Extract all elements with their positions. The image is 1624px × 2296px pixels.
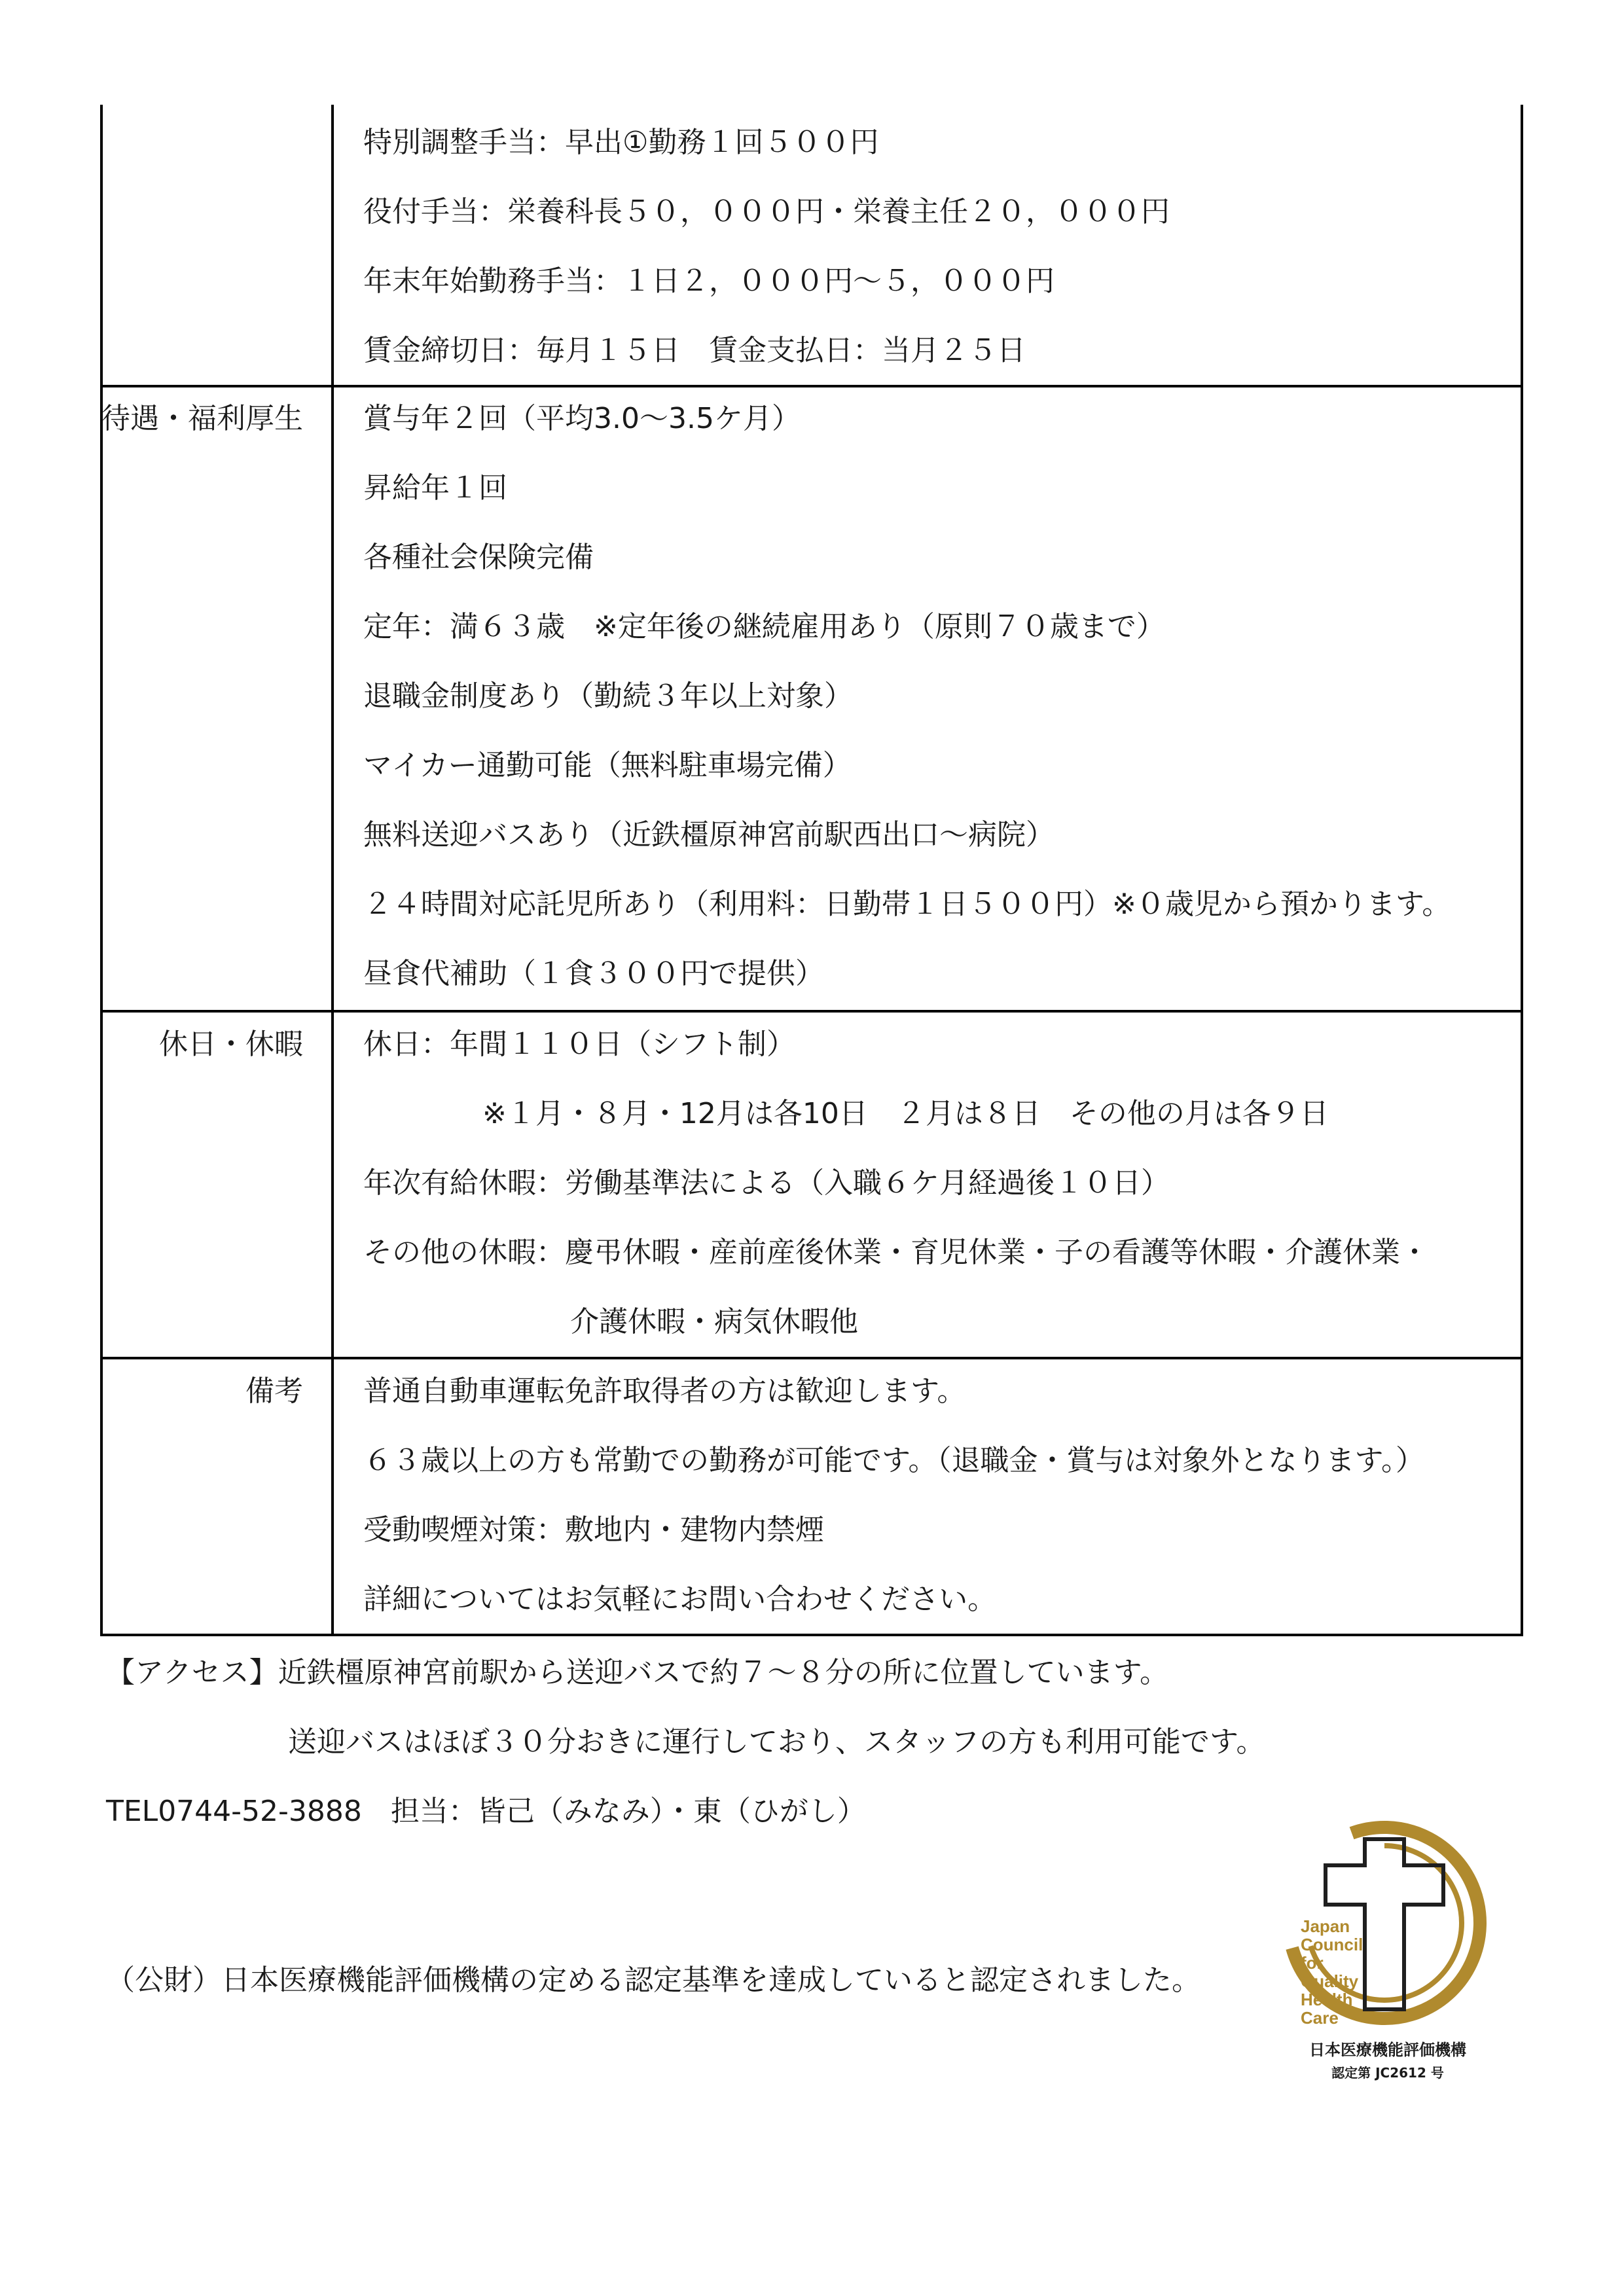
logo-text: Care — [1301, 2008, 1339, 2028]
logo-text: for — [1301, 1953, 1324, 1973]
holiday-line: 介護休暇・病気休暇他 — [570, 1305, 858, 1338]
wage-line: 特別調整手当：早出①勤務１回５００円 — [363, 126, 879, 159]
wage-line: 役付手当：栄養科長５０，０００円・栄養主任２０，０００円 — [363, 195, 1170, 228]
benefit-line: 退職金制度あり（勤続３年以上対象） — [363, 679, 853, 713]
benefit-line: 賞与年２回（平均3.0～3.5ケ月） — [363, 402, 801, 435]
benefit-line: 各種社会保険完備 — [363, 541, 594, 574]
logo-text: Council — [1301, 1935, 1363, 1954]
logo-org-name: 日本医療機能評価機構 — [1309, 2041, 1466, 2059]
benefit-line: マイカー通勤可能（無料駐車場完備） — [363, 749, 852, 782]
remarks-label: 備考 — [245, 1374, 303, 1408]
benefit-line: 昇給年１回 — [363, 471, 507, 505]
benefits-label: 待遇・福利厚生 — [101, 402, 303, 435]
benefit-line: 昼食代補助（１食３００円で提供） — [363, 957, 824, 990]
logo-cert-number: 認定第 JC2612 号 — [1331, 2065, 1444, 2081]
holidays-label: 休日・休暇 — [159, 1028, 303, 1061]
access-line: 【アクセス】近鉄橿原神宮前駅から送迎バスで約７～８分の所に位置しています。 — [106, 1656, 1169, 1689]
wage-line: 賃金締切日：毎月１５日 賃金支払日：当月２５日 — [363, 334, 1026, 367]
remark-line: 普通自動車運転免許取得者の方は歓迎します。 — [363, 1374, 966, 1408]
remark-line: 受動喫煙対策：敷地内・建物内禁煙 — [363, 1513, 824, 1547]
holiday-line: ※１月・８月・12月は各10日 ２月は８日 その他の月は各９日 — [482, 1097, 1329, 1130]
job-details-table — [100, 105, 1523, 1636]
row-divider — [103, 385, 1521, 387]
contact-line: TEL0744-52-3888 担当：皆己（みなみ）・東（ひがし） — [106, 1795, 866, 1828]
logo-text: Quality — [1301, 1971, 1359, 1991]
row-divider — [103, 1357, 1521, 1359]
certification-statement: （公財）日本医療機能評価機構の定める認定基準を達成していると認定されました。 — [106, 1964, 1200, 1997]
holiday-line: 休日：年間１１０日（シフト制） — [363, 1028, 795, 1061]
logo-text: Health — [1301, 1990, 1353, 2009]
access-line-2: 送迎バスはほぼ３０分おきに運行しており、スタッフの方も利用可能です。 — [288, 1725, 1265, 1759]
benefit-line: 無料送迎バスあり（近鉄橿原神宮前駅西出口～病院） — [363, 818, 1055, 852]
column-divider — [331, 105, 334, 1634]
benefit-line: ２４時間対応託児所あり（利用料：日勤帯１日５００円）※０歳児から預かります。 — [363, 888, 1451, 921]
holiday-line: その他の休暇：慶弔休暇・産前産後休業・育児休業・子の看護等休暇・介護休業・ — [363, 1236, 1429, 1269]
quality-certification-logo — [1280, 1820, 1496, 2114]
wage-line: 年末年始勤務手当：１日２，０００円～５，０００円 — [363, 264, 1055, 298]
row-divider — [103, 1010, 1521, 1013]
remark-line: ６３歳以上の方も常勤での勤務が可能です。（退職金・賞与は対象外となります。） — [363, 1444, 1424, 1477]
holiday-line: 年次有給休暇：労働基準法による（入職６ケ月経過後１０日） — [363, 1166, 1170, 1200]
logo-text: Japan — [1301, 1916, 1350, 1936]
remark-line: 詳細についてはお気軽にお問い合わせください。 — [363, 1583, 997, 1616]
benefit-line: 定年：満６３歳 ※定年後の継続雇用あり（原則７０歳まで） — [363, 610, 1165, 643]
